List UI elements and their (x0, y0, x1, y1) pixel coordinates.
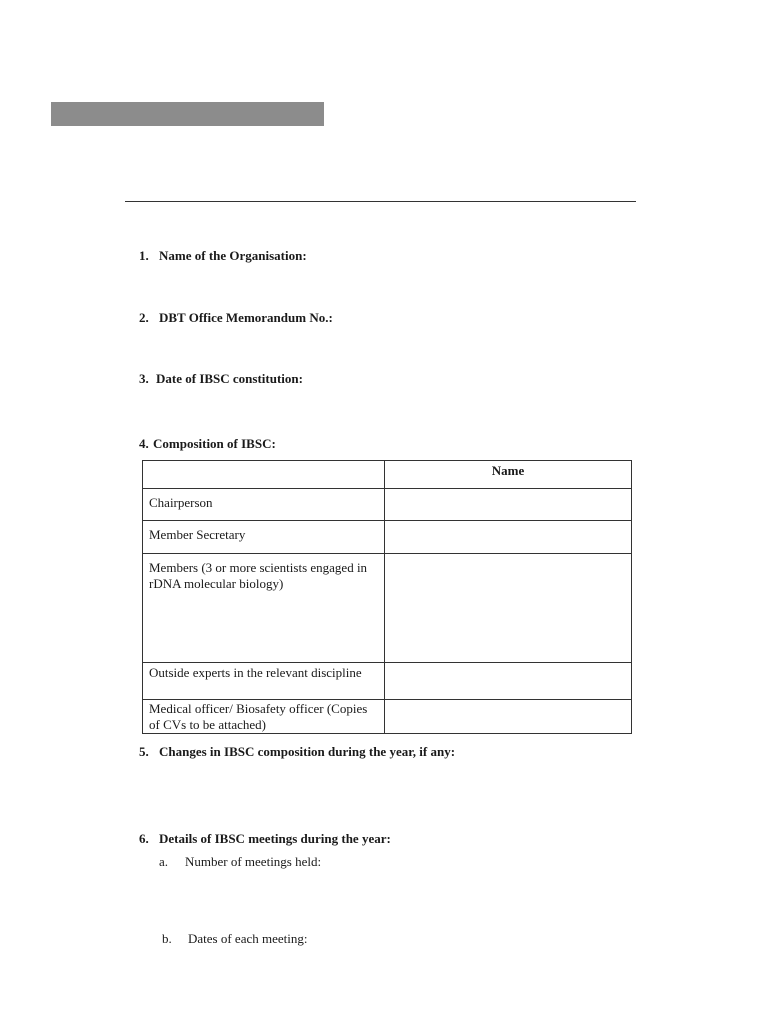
role-cell: Medical officer/ Biosafety officer (Copies of CVs to be attached) (143, 700, 385, 734)
name-cell[interactable] (385, 489, 632, 521)
role-cell: Outside experts in the relevant discipline (143, 663, 385, 700)
name-cell[interactable] (385, 663, 632, 700)
question-label: Changes in IBSC composition during the year, if any: (159, 744, 456, 759)
table-row (143, 521, 632, 554)
sub-letter: b. (162, 931, 172, 946)
table-row (143, 700, 632, 734)
question-number: 1. (139, 248, 149, 263)
question-1 (139, 248, 307, 264)
question-3 (139, 371, 303, 387)
question-label: DBT Office Memorandum No.: (159, 310, 333, 325)
question-number: 2. (139, 310, 149, 325)
table-row (143, 663, 632, 700)
table-row (143, 554, 632, 663)
question-label: Date of IBSC constitution: (156, 371, 303, 386)
question-6a (159, 854, 321, 870)
question-number: 5. (139, 744, 149, 759)
role-cell: Member Secretary (143, 521, 385, 554)
role-cell: Chairperson (143, 489, 385, 521)
question-label: Composition of IBSC: (153, 436, 276, 451)
question-6 (139, 831, 391, 847)
question-2 (139, 310, 333, 326)
sub-label: Number of meetings held: (185, 854, 322, 869)
table-header-blank (143, 461, 385, 489)
sub-letter: a. (159, 854, 169, 869)
question-label: Details of IBSC meetings during the year: (159, 831, 391, 846)
question-number: 6. (139, 831, 149, 846)
question-4 (139, 436, 276, 452)
name-cell[interactable] (385, 700, 632, 734)
header-bar (51, 102, 324, 126)
table-header-row (143, 461, 632, 489)
question-number: 4. (139, 436, 149, 451)
table-header-name: Name (385, 461, 632, 489)
name-cell[interactable] (385, 554, 632, 663)
sub-label: Dates of each meeting: (188, 931, 308, 946)
table-row (143, 489, 632, 521)
question-6b (162, 931, 307, 947)
role-cell: Members (3 or more scientists engaged in rDNA molecular biology) (143, 554, 385, 663)
question-5 (139, 744, 455, 760)
title-underline (125, 201, 636, 202)
question-number: 3. (139, 371, 149, 386)
name-cell[interactable] (385, 521, 632, 554)
ibsc-composition-table (142, 460, 632, 734)
question-label: Name of the Organisation: (159, 248, 307, 263)
